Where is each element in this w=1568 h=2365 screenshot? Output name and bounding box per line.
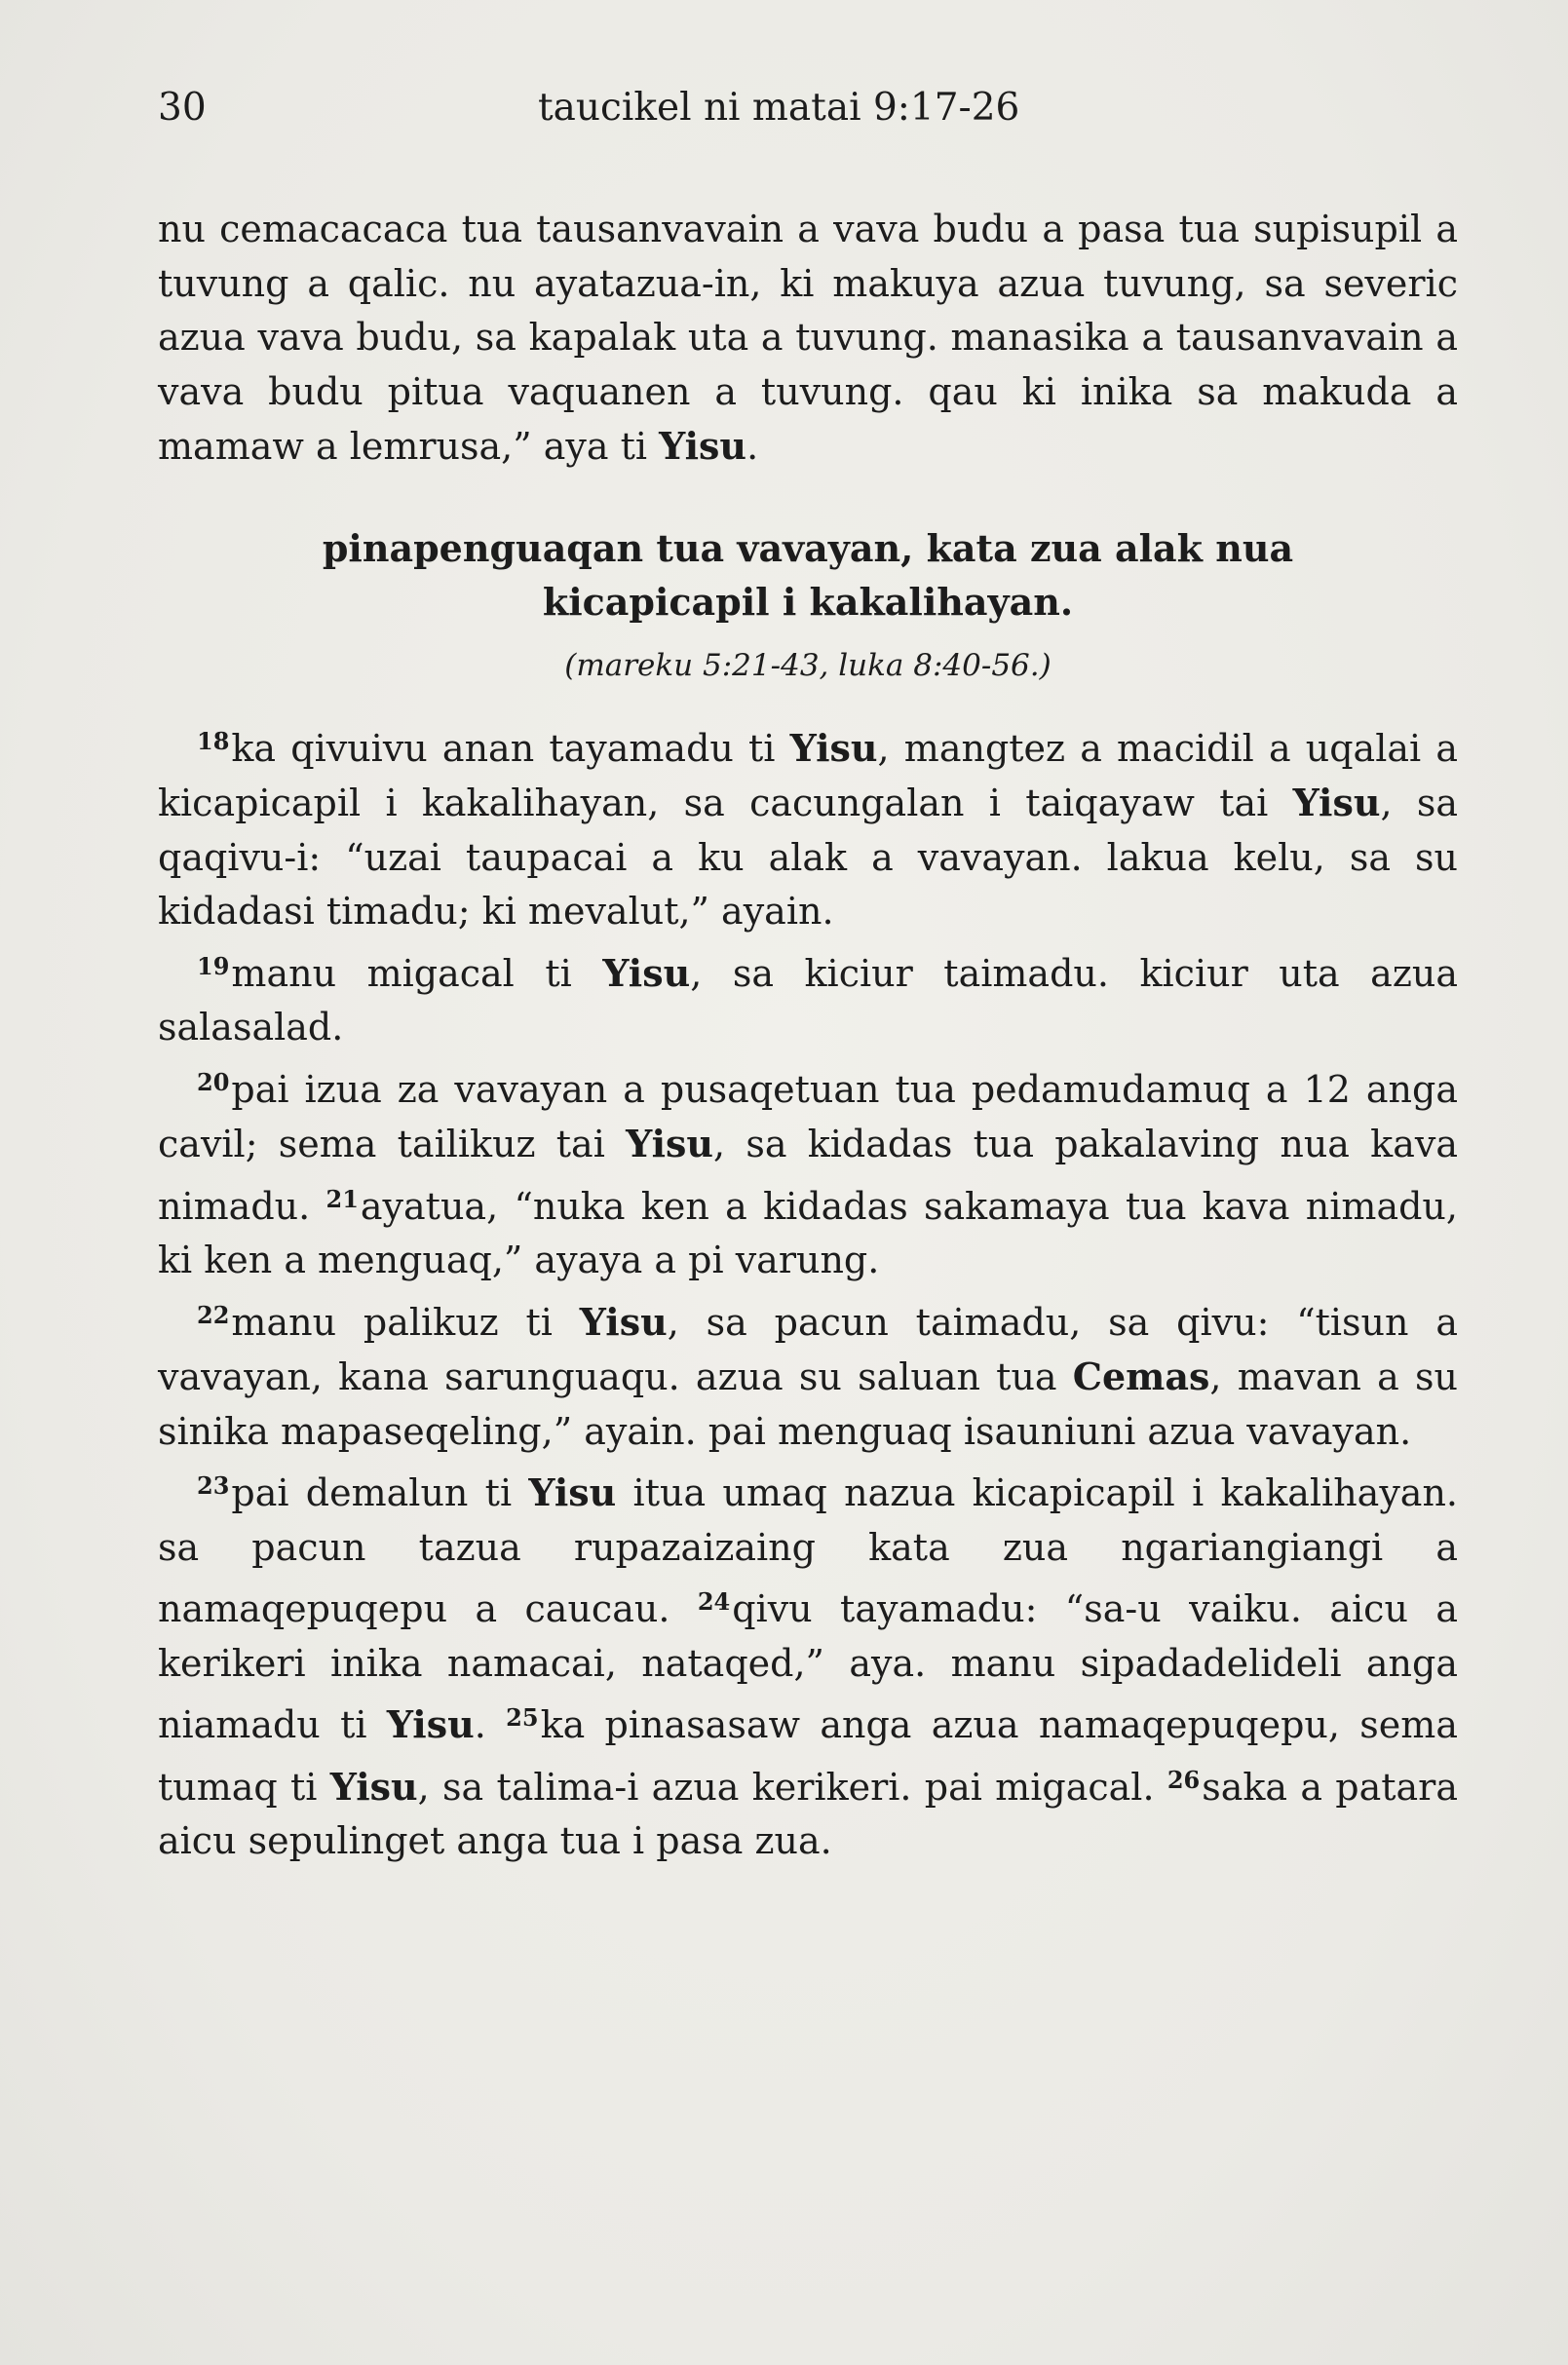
verse-text: ka qivuivu anan tayamadu ti xyxy=(231,726,790,770)
name-yisu: Yisu xyxy=(1292,781,1381,824)
verse-number: 26 xyxy=(1166,1765,1201,1794)
name-yisu: Yisu xyxy=(789,725,878,770)
verse-text: , mavan a su sinika mapaseqeling,” ayain. pai menguaq isauniuni azua vavayan. xyxy=(158,1355,1458,1453)
verse-text: . xyxy=(474,1703,507,1746)
verse-23-26-paragraph xyxy=(158,1459,1458,1869)
page-header xyxy=(158,86,1454,144)
name-yisu: Yisu xyxy=(329,1764,418,1809)
verse-text: ayatua, “nuka ken a kidadas sakamaya tua kava nimadu, ki ken a menguaq,” ayaya a pi varung. xyxy=(158,1184,1458,1281)
verse-text: , mangtez a macidil a uqalai a kicapicapil i kakalihayan, sa cacungalan i taiqayaw tai xyxy=(158,726,1458,824)
verse-number: 25 xyxy=(506,1703,539,1732)
section-reference: (mareku 5:21-43, luka 8:40-56.) xyxy=(564,647,1052,683)
verse-text: , sa qaqivu-i: “uzai taupacai a ku alak a vavayan. lakua kelu, sa su kidadasi timadu; ki mevalut,” ayain. xyxy=(158,782,1458,933)
verse-text: , sa kiciur taimadu. kiciur uta azua salasalad. xyxy=(158,951,1458,1049)
verse-text: ka pinasasaw anga azua namaqepuqepu, sema tumaq ti xyxy=(158,1703,1458,1809)
verse-text: , sa pacun taimadu, sa qivu: “tisun a vavayan, kana sarunguaqu. azua su saluan tua xyxy=(158,1300,1459,1398)
verse-number: 19 xyxy=(197,951,230,980)
verse-18-paragraph xyxy=(158,714,1458,939)
verse-text: , sa talima-i azua kerikeri. pai migacal. xyxy=(417,1765,1167,1809)
name-yisu: Yisu xyxy=(386,1702,475,1746)
name-yisu: Yisu xyxy=(602,950,691,995)
verse-text: manu migacal ti xyxy=(231,951,603,995)
section-heading-line-2: kicapicapil i kakalihayan. xyxy=(542,579,1074,624)
verse-text: pai izua za vavayan a pusaqetuan tua pedamudamuq a 12 anga cavil; sema tailikuz tai xyxy=(158,1067,1458,1165)
running-head: taucikel ni matai 9:17-26 xyxy=(538,86,1020,130)
verse-number: 20 xyxy=(197,1067,230,1096)
name-yisu: Yisu xyxy=(528,1470,617,1514)
verse-number: 22 xyxy=(197,1300,230,1329)
verse-number: 24 xyxy=(697,1587,731,1616)
name-yisu: Yisu xyxy=(659,424,747,468)
verse-number: 23 xyxy=(197,1471,230,1500)
verse-text: pai demalun ti xyxy=(231,1471,529,1514)
section-heading-line-1: pinapenguaqan tua vavayan, kata zua alak nua xyxy=(322,525,1294,570)
section-heading xyxy=(158,521,1458,629)
verse-text: saka a patara aicu sepulinget anga tua i pasa zua. xyxy=(158,1765,1458,1862)
verse-text: manu palikuz ti xyxy=(231,1300,580,1344)
intro-paragraph xyxy=(158,203,1458,475)
verse-text: itua umaq nazua kicapicapil i kakalihayan. sa pacun tazua rupazaizaing kata zua ngariangiangi a namaqepuqepu a caucau. xyxy=(158,1471,1458,1630)
name-yisu: Yisu xyxy=(579,1299,668,1344)
page-body xyxy=(158,203,1458,1869)
verse-number: 18 xyxy=(197,726,230,755)
intro-end: . xyxy=(746,425,759,468)
verse-22-paragraph xyxy=(158,1288,1458,1460)
verse-19-paragraph xyxy=(158,939,1458,1055)
verse-number: 21 xyxy=(325,1184,359,1213)
page-number: 30 xyxy=(158,86,207,130)
intro-text: nu cemacacaca tua tausanvavain a vava budu a pasa tua supisupil a tuvung a qalic. nu ayatazua-in, ki makuya azua tuvung, sa severic azua vava budu, sa kapalak uta a tuvung. manasika a tausanvavain a vava budu pitua vaquanen a tuvung. qau ki inika sa makuda a mamaw a lemrusa,” aya ti xyxy=(158,208,1458,468)
name-yisu: Yisu xyxy=(626,1122,714,1165)
verse-text: , sa kidadas tua pakalaving nua kava nimadu. xyxy=(158,1123,1458,1228)
verse-text: qivu tayamadu: “sa-u vaiku. aicu a kerikeri inika namacai, nataqed,” aya. manu sipadadelideli anga niamadu ti xyxy=(158,1587,1458,1746)
verse-20-21-paragraph xyxy=(158,1055,1458,1288)
name-cemas: Cemas xyxy=(1072,1354,1210,1398)
